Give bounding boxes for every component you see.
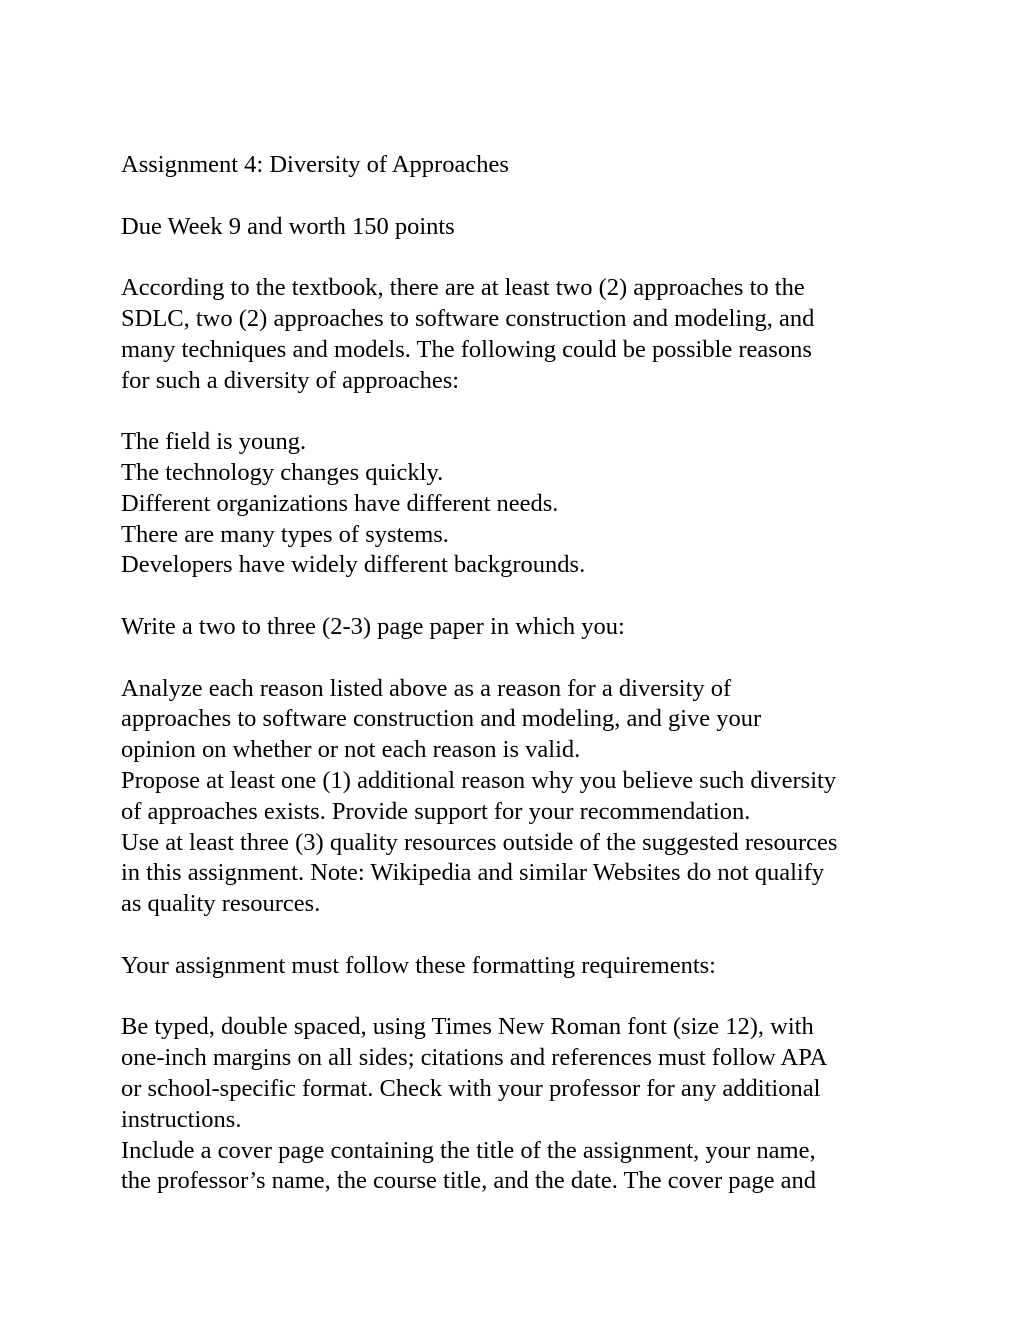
text-line: for such a diversity of approaches: (121, 366, 460, 394)
task-line: opinion on whether or not each reason is valid. (121, 736, 581, 764)
reason-item: The field is young. (121, 428, 307, 456)
format-line: Include a cover page containing the title of the assignment, your name, (121, 1136, 816, 1164)
reason-item: There are many types of systems. (121, 520, 449, 548)
format-line: Be typed, double spaced, using Times New Roman font (size 12), with (121, 1013, 814, 1041)
text-line: SDLC, two (2) approaches to software construction and modeling, and (121, 304, 815, 332)
format-line: one-inch margins on all sides; citations and references must follow APA (121, 1044, 828, 1072)
reason-item: Different organizations have different needs. (121, 489, 559, 517)
document-title: Assignment 4: Diversity of Approaches (121, 151, 509, 178)
format-requirements-list (121, 1012, 921, 1197)
spacer (121, 920, 921, 951)
reasons-list (121, 427, 921, 581)
spacer (121, 643, 921, 674)
task-line: Analyze each reason listed above as a reason for a diversity of (121, 674, 732, 702)
task-line: approaches to software construction and modeling, and give your (121, 705, 762, 733)
task-line: of approaches exists. Provide support for your recommendation. (121, 797, 751, 825)
due-line: Due Week 9 and worth 150 points (121, 212, 455, 240)
format-line: or school-specific format. Check with your professor for any additional (121, 1074, 821, 1102)
format-intro: Your assignment must follow these formatting requirements: (121, 951, 716, 979)
spacer (121, 581, 921, 612)
spacer (121, 396, 921, 427)
tasks-list (121, 674, 921, 920)
spacer (121, 181, 921, 212)
task-line: in this assignment. Note: Wikipedia and similar Websites do not qualify (121, 859, 825, 887)
text-line: many techniques and models. The following could be possible reasons (121, 335, 812, 363)
reason-item: Developers have widely different backgrounds. (121, 551, 586, 579)
document-body (121, 150, 921, 1197)
format-line: instructions. (121, 1105, 242, 1133)
task-intro: Write a two to three (2-3) page paper in which you: (121, 612, 625, 640)
format-line: the professor’s name, the course title, and the date. The cover page and (121, 1167, 817, 1195)
task-line: Use at least three (3) quality resources outside of the suggested resources (121, 828, 838, 856)
task-line: Propose at least one (1) additional reason why you believe such diversity (121, 766, 837, 794)
reason-item: The technology changes quickly. (121, 458, 444, 486)
task-line: as quality resources. (121, 890, 321, 918)
intro-paragraph (121, 273, 921, 396)
spacer (121, 982, 921, 1013)
text-line: According to the textbook, there are at least two (2) approaches to the (121, 274, 805, 302)
spacer (121, 242, 921, 273)
